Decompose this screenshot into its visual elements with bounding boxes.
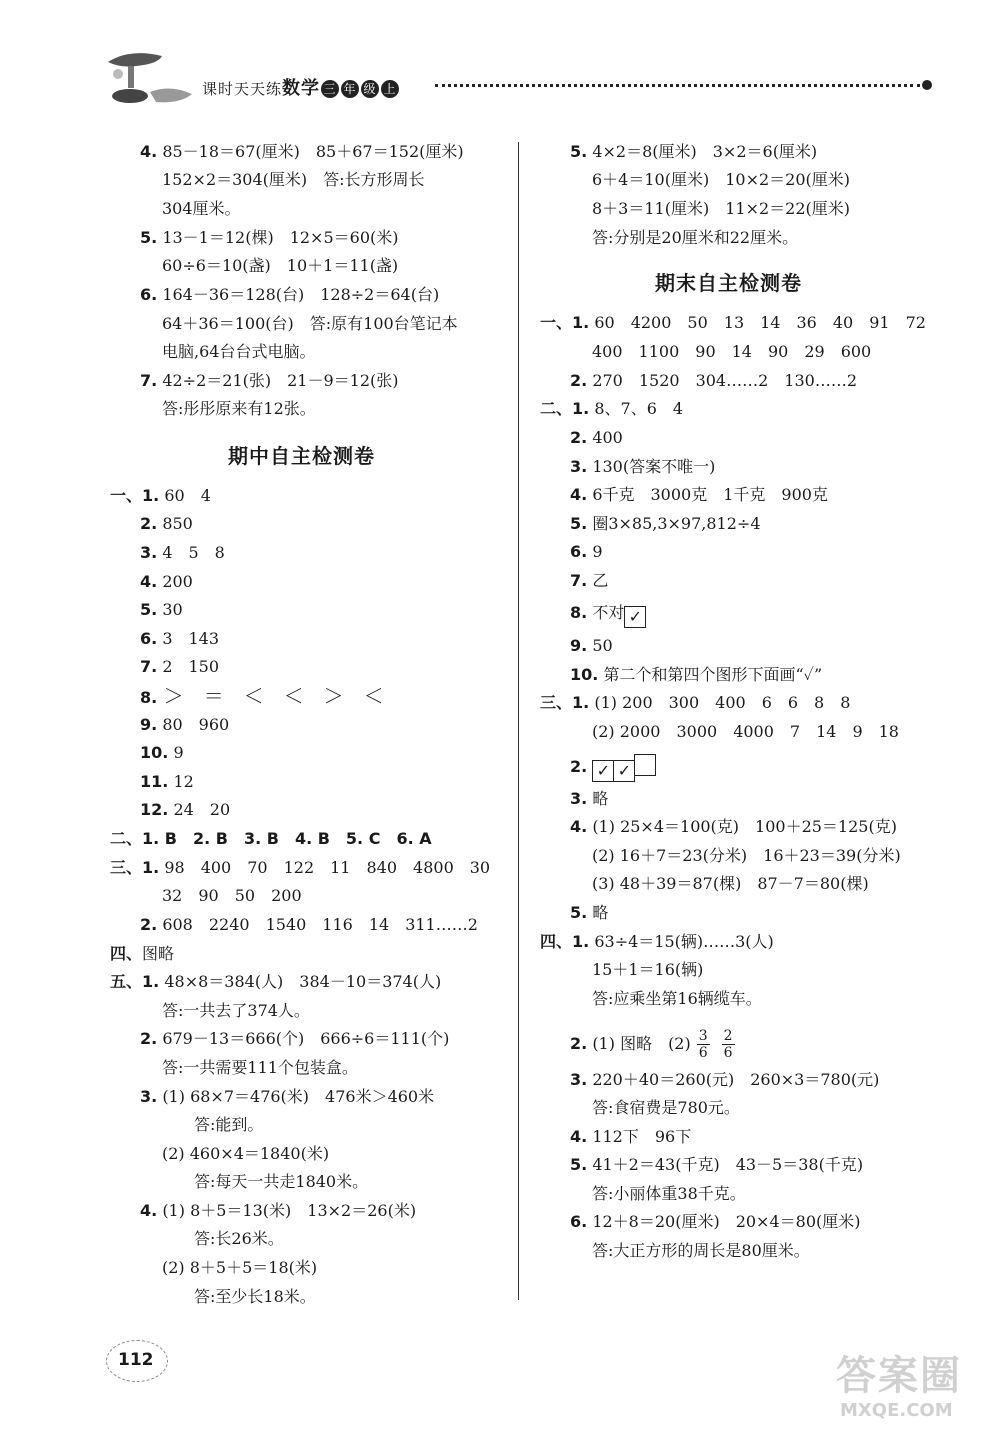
answer-line: 4. 85－18＝67(厘米) 85＋67＝152(厘米) bbox=[140, 142, 464, 161]
answer-line: 9. 50 bbox=[570, 636, 613, 655]
answer-line: 答:分别是20厘米和22厘米。 bbox=[592, 228, 799, 247]
answer-line: 答:至少长18米。 bbox=[162, 1287, 316, 1306]
answer-line: 7. 42÷2＝21(张) 21－9＝12(张) bbox=[140, 371, 399, 390]
check-box: ✓ bbox=[592, 760, 614, 782]
answer-line: 2. 400 bbox=[570, 428, 623, 447]
answer-line: 五、1. 48×8＝384(人) 384－10＝374(人) bbox=[110, 972, 442, 991]
answer-line: 11. 12 bbox=[140, 772, 194, 791]
lamp-illustration-icon bbox=[100, 44, 196, 110]
section-title-final: 期末自主检测卷 bbox=[655, 271, 802, 295]
answer-line: 152×2＝304(厘米) 答:长方形周长 bbox=[162, 170, 425, 189]
answer-line: 8. 不对 ✓ bbox=[570, 601, 645, 625]
answer-line: 答:彤彤原来有12张。 bbox=[162, 399, 316, 418]
answer-line: 3. 130(答案不唯一) bbox=[570, 457, 716, 476]
answer-line: 5. 41＋2＝43(千克) 43－5＝38(千克) bbox=[570, 1155, 864, 1174]
answer-line: 三、1. (1) 200 300 400 6 6 8 8 bbox=[540, 693, 851, 712]
header-end-dot-icon bbox=[922, 80, 932, 90]
answer-line: 答:食宿费是780元。 bbox=[592, 1098, 740, 1117]
answer-line: 400 1100 90 14 90 29 600 bbox=[592, 342, 872, 361]
answer-line: 答:每天一共走1840米。 bbox=[162, 1172, 369, 1191]
answer-line: 一、1. 60 4200 50 13 14 36 40 91 72 bbox=[540, 313, 926, 332]
section-title-midterm: 期中自主检测卷 bbox=[228, 444, 375, 468]
answer-line: 四、图略 bbox=[110, 944, 175, 963]
check-box: ✓ bbox=[624, 606, 646, 628]
answer-line: 二、1. B 2. B 3. B 4. B 5. C 6. A bbox=[110, 829, 432, 848]
answer-line: 6. 3 143 bbox=[140, 629, 220, 648]
answer-line: 60÷6＝10(盏) 10＋1＝11(盏) bbox=[162, 256, 399, 275]
answer-line: 5. 30 bbox=[140, 600, 183, 619]
answer-line: 32 90 50 200 bbox=[162, 886, 302, 905]
column-divider bbox=[518, 142, 519, 1300]
page-number: 112 bbox=[118, 1350, 154, 1370]
answer-line: 4. (1) 25×4＝100(克) 100＋25＝125(克) bbox=[570, 817, 897, 836]
watermark-url: MXQE.COM bbox=[840, 1400, 953, 1421]
answer-line: (3) 48＋39＝87(棵) 87－7＝80(棵) bbox=[592, 874, 869, 893]
series-name: 课时天天练 bbox=[202, 80, 283, 98]
answer-line: 4. 112下 96下 bbox=[570, 1127, 692, 1146]
answer-line: 2. 679－13＝666(个) 666÷6＝111(个) bbox=[140, 1029, 450, 1048]
check-box: ✓ bbox=[613, 760, 635, 782]
answer-line: 答:长26米。 bbox=[162, 1229, 284, 1248]
header-dotted-rule bbox=[435, 84, 920, 87]
fraction: $\frac{2}{6}$ bbox=[723, 1028, 733, 1061]
watermark bbox=[836, 1336, 986, 1426]
answer-line: 一、1. 60 4 bbox=[110, 486, 211, 505]
answer-line: 答:一共需要111个包装盒。 bbox=[162, 1058, 358, 1077]
answer-line: 二、1. 8、7、6 4 bbox=[540, 399, 684, 418]
answer-line: 7. 乙 bbox=[570, 571, 609, 590]
answer-line: 电脑,64台台式电脑。 bbox=[162, 342, 316, 361]
answer-line: 7. 2 150 bbox=[140, 657, 220, 676]
answer-line: (2) 460×4＝1840(米) bbox=[162, 1144, 330, 1163]
answer-line: 6＋4＝10(厘米) 10×2＝20(厘米) bbox=[592, 170, 850, 189]
watermark-logo: 答案圈 bbox=[836, 1353, 962, 1399]
fraction: $\frac{3}{6}$ bbox=[698, 1028, 708, 1061]
answer-line: 答:能到。 bbox=[162, 1115, 264, 1134]
answer-line: (2) 16＋7＝23(分米) 16＋23＝39(分米) bbox=[592, 846, 901, 865]
answer-line: 64＋36＝100(台) 答:原有100台笔记本 bbox=[162, 314, 458, 333]
answer-line: (2) 2000 3000 4000 7 14 9 18 bbox=[592, 722, 899, 741]
answer-line: 5. 略 bbox=[570, 903, 609, 922]
grade-digit: 三 bbox=[321, 80, 339, 98]
answer-line: 答:应乘坐第16辆缆车。 bbox=[592, 989, 762, 1008]
answer-line: 6. 9 bbox=[570, 542, 603, 561]
check-box bbox=[634, 754, 656, 776]
answer-line: 四、1. 63÷4＝15(辆)……3(人) bbox=[540, 932, 774, 951]
answer-line: 304厘米。 bbox=[162, 199, 241, 218]
answer-line: 3. 220＋40＝260(元) 260×3＝780(元) bbox=[570, 1070, 880, 1089]
answer-line: (2) 8＋5＋5＝18(米) bbox=[162, 1258, 318, 1277]
answer-line: 10. 第二个和第四个图形下面画“✓” bbox=[570, 665, 823, 684]
book-title bbox=[202, 74, 400, 100]
answer-line: 15＋1＝16(辆) bbox=[592, 960, 704, 979]
answer-line: 5. 13－1＝12(棵) 12×5＝60(米) bbox=[140, 228, 399, 247]
answer-line: 4. (1) 8＋5＝13(米) 13×2＝26(米) bbox=[140, 1201, 417, 1220]
answer-line: 3. (1) 68×7＝476(米) 476米＞460米 bbox=[140, 1087, 435, 1106]
answer-line: 3. 4 5 8 bbox=[140, 543, 225, 562]
answer-line: 2. (1) 图略 (2) $\frac{3}{6}$ $\frac{2}{6}$ bbox=[570, 1028, 733, 1061]
answer-line: 12. 24 20 bbox=[140, 800, 231, 819]
answer-line: 8. ＞ ＝ ＜ ＜ ＞ ＜ bbox=[140, 684, 384, 708]
answer-line: 2. 850 bbox=[140, 514, 193, 533]
term: 上 bbox=[381, 80, 399, 98]
answer-line: 2. 270 1520 304……2 130……2 bbox=[570, 371, 858, 390]
subject: 数学 bbox=[282, 78, 321, 99]
answer-line: 6. 164－36＝128(台) 128÷2＝64(台) bbox=[140, 285, 440, 304]
answer-line: 5. 圈3×85,3×97,812÷4 bbox=[570, 514, 761, 533]
answer-line: 3. 略 bbox=[570, 789, 609, 808]
answer-line: 2. 608 2240 1540 116 14 311……2 bbox=[140, 915, 478, 934]
answer-line: 三、1. 98 400 70 122 11 840 4800 30 bbox=[110, 858, 491, 877]
grade-word: 年 bbox=[341, 80, 359, 98]
grade-label: 级 bbox=[361, 80, 379, 98]
page-header bbox=[100, 44, 940, 114]
answer-line: 答:一共去了374人。 bbox=[162, 1001, 310, 1020]
answer-line: 4. 6千克 3000克 1千克 900克 bbox=[570, 485, 828, 504]
answer-line: 答:小丽体重38千克。 bbox=[592, 1184, 746, 1203]
answer-line: 6. 12＋8＝20(厘米) 20×4＝80(厘米) bbox=[570, 1212, 861, 1231]
answer-line: 9. 80 960 bbox=[140, 715, 230, 734]
answer-line: 答:大正方形的周长是80厘米。 bbox=[592, 1241, 810, 1260]
answer-line: 4. 200 bbox=[140, 572, 193, 591]
answer-line: 2. ✓ ✓ bbox=[570, 754, 655, 778]
answer-line: 10. 9 bbox=[140, 743, 184, 762]
answer-line: 8＋3＝11(厘米) 11×2＝22(厘米) bbox=[592, 199, 850, 218]
answer-line: 5. 4×2＝8(厘米) 3×2＝6(厘米) bbox=[570, 142, 818, 161]
